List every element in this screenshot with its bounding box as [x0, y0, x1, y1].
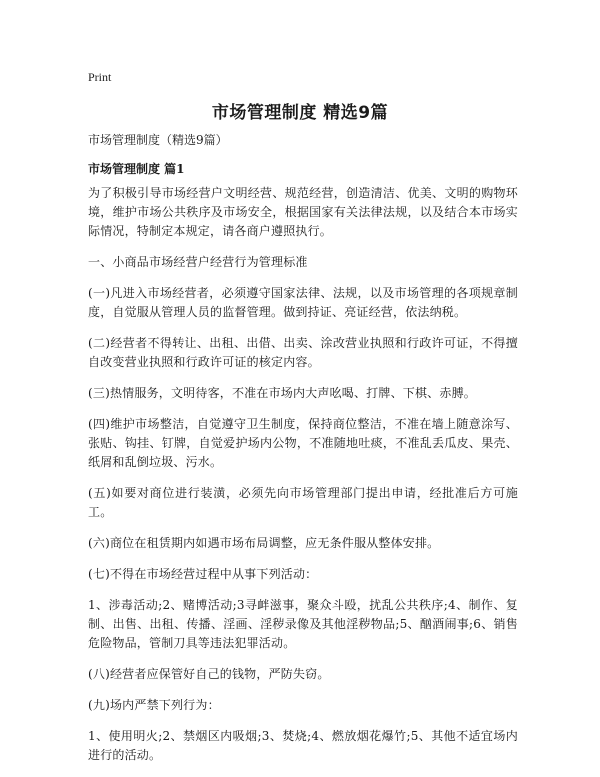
paragraph-rule-1: (一)凡进入市场经营者，必须遵守国家法律、法规，以及市场管理的各项规章制度，自觉服从管理人员的监督管理。做到持证、亮证经营，依法纳税。	[88, 286, 518, 319]
paragraph-rule-9-list: 1、使用明火;2、禁烟区内吸烟;3、焚烧;4、燃放烟花爆竹;5、其他不适宜场内进行的活动。	[88, 729, 518, 762]
paragraph-rule-7-list: 1、涉毒活动;2、赌博活动;3寻衅滋事，聚众斗殴，扰乱公共秩序;4、制作、复制、出售、出租、传播、淫画、淫秽录像及其他淫秽物品;5、酗酒闹事;6、销售危险物品，管制刀具等违法犯罪活动。	[88, 598, 518, 650]
print-link[interactable]: Print	[88, 70, 112, 84]
paragraph-subheading: 一、小商品市场经营户经营行为管理标准	[88, 255, 308, 269]
document-subtitle: 市场管理制度（精选9篇）	[88, 133, 228, 147]
section-heading: 市场管理制度 篇1	[88, 162, 185, 176]
paragraph-rule-2: (二)经营者不得转让、出租、出借、出卖、涂改营业执照和行政许可证，不得擅自改变营业执照和行政许可证的核定内容。	[88, 336, 518, 369]
paragraph-rule-3: (三)热情服务，文明待客，不准在市场内大声吆喝、打牌、下棋、赤膊。	[88, 386, 476, 400]
document-body	[88, 184, 518, 777]
paragraph-rule-5: (五)如要对商位进行装潢，必须先向市场管理部门提出申请，经批准后方可施工。	[88, 486, 518, 519]
paragraph-rule-6: (六)商位在租赁期内如遇市场布局调整，应无条件服从整体安排。	[88, 536, 440, 550]
paragraph-rule-8: (八)经营者应保管好自己的钱物，严防失窃。	[88, 667, 330, 681]
paragraph-intro: 为了积极引导市场经营户文明经营、规范经营，创造清洁、优美、文明的购物环境，维护市场公共秩序及市场安全，根据国家有关法律法规，以及结合本市场实际情况，特制定本规定，请各商户遵照执行。	[88, 186, 518, 238]
paragraph-rule-4: (四)维护市场整洁，自觉遵守卫生制度，保持商位整洁，不准在墙上随意涂写、张贴、钩挂、钉牌，自觉爱护场内公物，不准随地吐痰，不准乱丢瓜皮、果壳、纸屑和乱倒垃圾、污水。	[88, 417, 518, 469]
paragraph-rule-9: (九)场内严禁下列行为：	[88, 698, 220, 712]
paragraph-rule-7: (七)不得在市场经营过程中从事下列活动：	[88, 567, 318, 581]
document-title: 市场管理制度 精选9篇	[211, 103, 389, 123]
